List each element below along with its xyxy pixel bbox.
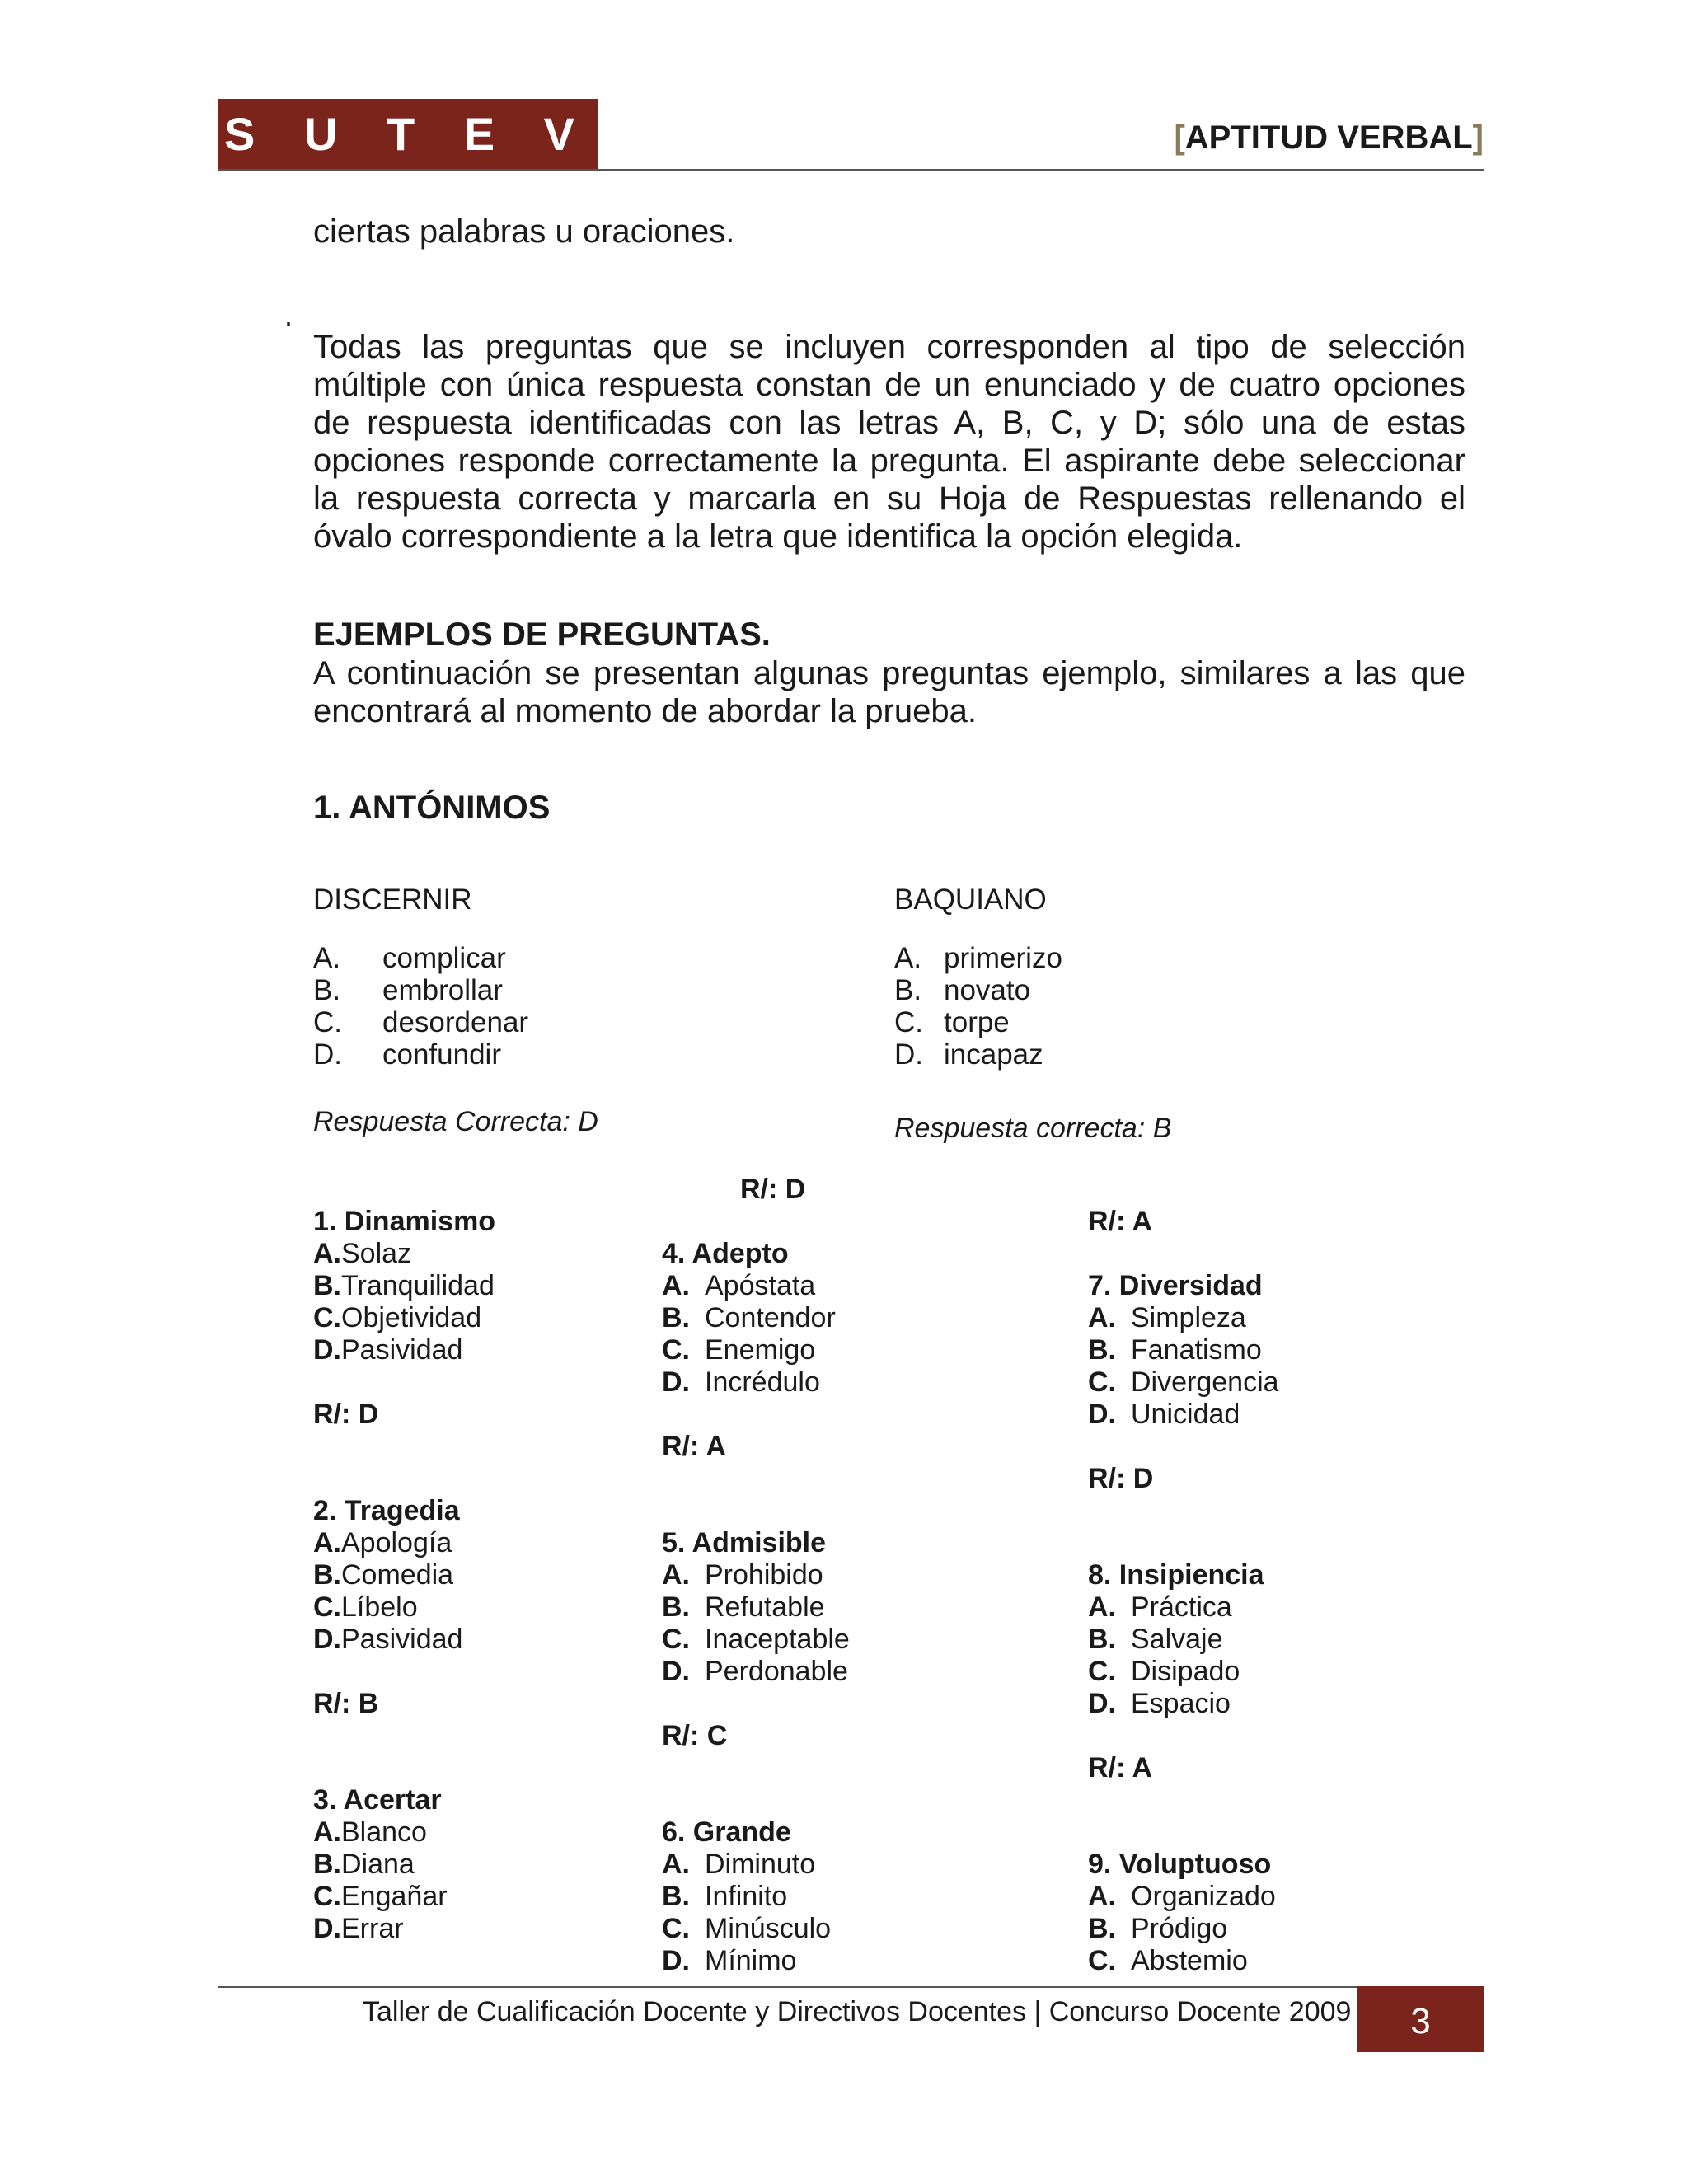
answer-label: R/: D [313, 1399, 379, 1430]
list-item: D. incapaz [894, 1038, 1043, 1071]
footer-text: Taller de Cualificación Docente y Directivos Docentes | Concurso Docente 2009 [363, 1996, 1352, 2027]
example-word-baquiano: BAQUIANO [894, 883, 1047, 916]
question-title: 4. Adepto [662, 1238, 789, 1269]
section-title: APTITUD VERBAL [1184, 120, 1473, 156]
list-item: C. torpe [894, 1006, 1010, 1038]
example-options-left [313, 942, 528, 1071]
example-answer-left: Respuesta Correcta: D [313, 1106, 598, 1137]
example-options-right [894, 942, 1062, 1071]
instructions-paragraph: Todas las preguntas que se incluyen corresponden al tipo de selección múltiple con única respuesta constan de un enunciado y de cuatro opciones de respuesta identificadas con las letras A, B, C, y D; sólo una de estas opciones responde correctamente la pregunta. El aspirante debe seleccionar la respuesta correcta y marcarla en su Hoja de Respuestas rellenando el óvalo correspondiente a la letra que identifica la opción elegida. [313, 329, 1465, 555]
brand-logo-text: S U T E V [224, 108, 593, 160]
footer-divider [218, 1986, 1357, 1988]
question-column-1: 1. Dinamismo A.Solaz B.Tranquilidad C.Objetividad D.Pasividad R/: D 2. Tragedia A.Apología B.Comedia C.Líbelo D.Pasividad R/: B 3. Acertar A.Blanco B.Diana C.Engañar D.Errar [313, 1206, 496, 1944]
antonyms-heading: 1. ANTÓNIMOS [313, 790, 551, 826]
question-column-3: R/: A 7. Diversidad A. Simpleza B. Fanatismo C. Divergencia D. Unicidad R/: D 8. Insipiencia A. Práctica B. Salvaje C. Disipado D. Espacio R/: A 9. Voluptuoso A. Organizado B. Pródigo C. Abstemio [1088, 1206, 1279, 1976]
example-answer-right: Respuesta correcta: B [894, 1113, 1172, 1144]
answer-label: R/: B [313, 1688, 379, 1719]
list-item: C. desordenar [313, 1006, 529, 1038]
question-title: 3. Acertar [313, 1784, 442, 1816]
question-title: 2. Tragedia [313, 1495, 460, 1526]
list-item: A. primerizo [894, 942, 1062, 974]
answer-label: R/: A [1088, 1206, 1153, 1237]
question-title: 5. Admisible [662, 1527, 827, 1558]
question-title: 6. Grande [662, 1816, 791, 1848]
examples-paragraph: A continuación se presentan algunas preguntas ejemplo, similares a las que encontrará al momento de abordar la prueba. [313, 655, 1465, 729]
header-divider [218, 169, 1484, 171]
answer-label: R/: A [662, 1431, 727, 1462]
question-column-2: 4. Adepto A. Apóstata B. Contendor C. Enemigo D. Incrédulo R/: A 5. Admisible A. Prohibido B. Refutable C. Inaceptable D. Perdonable R/: C 6. Grande A. Diminuto B. Infinito C. Minúsculo D. Mínimo [662, 1238, 850, 1976]
list-item: A. complicar [313, 942, 506, 974]
question-title: 9. Voluptuoso [1088, 1849, 1272, 1880]
bracket-open: [ [1174, 120, 1185, 156]
column-2-top-answer: R/: D [740, 1174, 806, 1205]
page-number: 3 [1410, 2001, 1431, 2041]
question-title: 7. Diversidad [1088, 1270, 1263, 1301]
list-item: D. confundir [313, 1038, 501, 1071]
answer-label: R/: D [1088, 1463, 1154, 1494]
list-item: B. novato [894, 974, 1031, 1006]
intro-continuation: ciertas palabras u oraciones. [313, 213, 735, 250]
question-title: 8. Insipiencia [1088, 1559, 1264, 1591]
bracket-close: ] [1472, 120, 1484, 156]
list-item: B. embrollar [313, 974, 503, 1006]
example-word-discernir: DISCERNIR [313, 883, 472, 916]
answer-label: R/: A [1088, 1752, 1153, 1783]
section-header [1174, 120, 1484, 157]
bullet-dot: . [284, 298, 293, 332]
examples-heading: EJEMPLOS DE PREGUNTAS. [313, 616, 771, 653]
question-title: 1. Dinamismo [313, 1206, 496, 1237]
answer-label: R/: C [662, 1720, 728, 1751]
